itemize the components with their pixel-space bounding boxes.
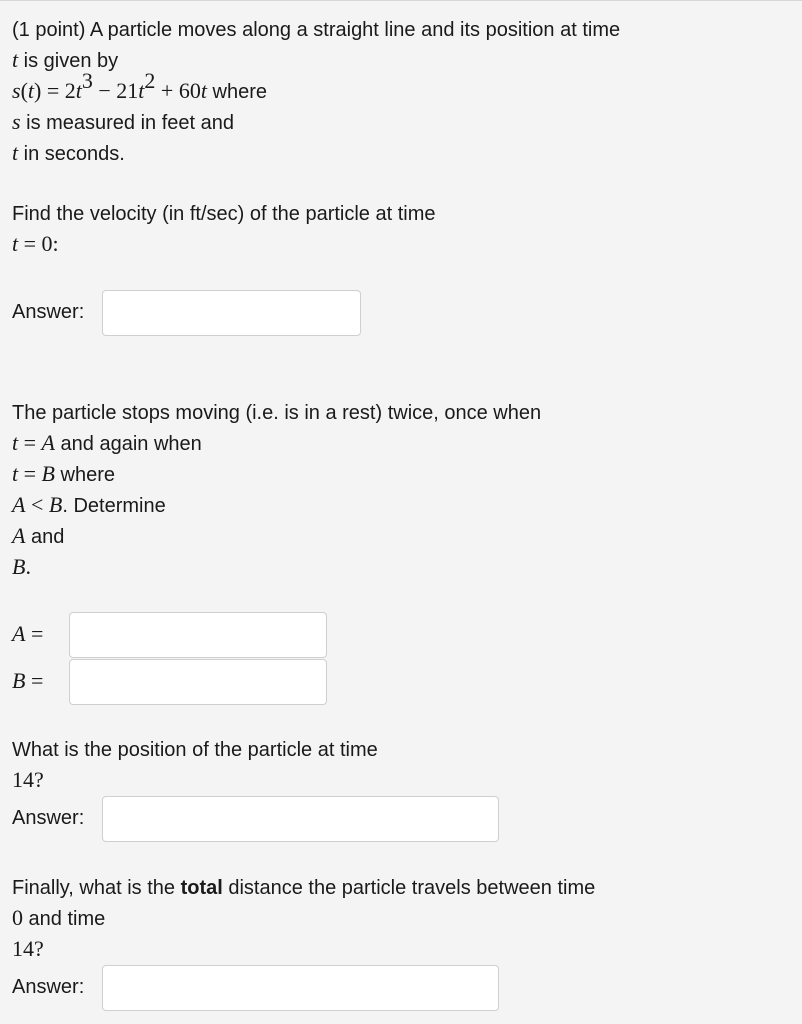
q3-answer-label: Answer: <box>12 807 85 829</box>
q3-answer-input[interactable] <box>102 796 499 842</box>
q4-line2: 0 and time <box>12 905 106 930</box>
q3-text: What is the position of the particle at time <box>12 739 378 761</box>
q2-text: The particle stops moving (i.e. is in a rest) twice, once when <box>12 402 542 424</box>
units-t: t in seconds. <box>12 140 125 165</box>
q2-line6: B. <box>12 554 31 579</box>
q2-line5: A and <box>12 523 65 548</box>
problem-intro: (1 point) A particle moves along a straight line and its position at time <box>12 19 621 41</box>
q2-a-label: A = <box>12 621 44 646</box>
q1-condition: t = 0: <box>12 231 59 256</box>
q2-b-label: B = <box>12 668 44 693</box>
q4-answer-input[interactable] <box>102 965 499 1011</box>
q2-line2: t = A and again when <box>12 430 202 455</box>
position-equation: $s(t) = 2t^3 - 21t^2 + 60t$ where <box>12 68 267 103</box>
units-s: s is measured in feet and <box>12 109 235 134</box>
q1-answer-input[interactable] <box>102 290 361 336</box>
q2-line3: t = B where <box>12 461 116 486</box>
top-divider <box>0 0 802 1</box>
problem-intro-line2: t is given by <box>12 47 119 72</box>
q2-line4: A < B. Determine <box>12 492 166 517</box>
q1-answer-label: Answer: <box>12 301 85 323</box>
q2-b-input[interactable] <box>69 659 327 705</box>
q4-answer-label: Answer: <box>12 976 85 998</box>
q3-value: 14? <box>12 767 44 792</box>
q4-value: 14? <box>12 936 44 961</box>
q2-a-input[interactable] <box>69 612 327 658</box>
q4-text: Finally, what is the total distance the particle travels between time <box>12 877 596 899</box>
q1-text: Find the velocity (in ft/sec) of the particle at time <box>12 203 436 225</box>
